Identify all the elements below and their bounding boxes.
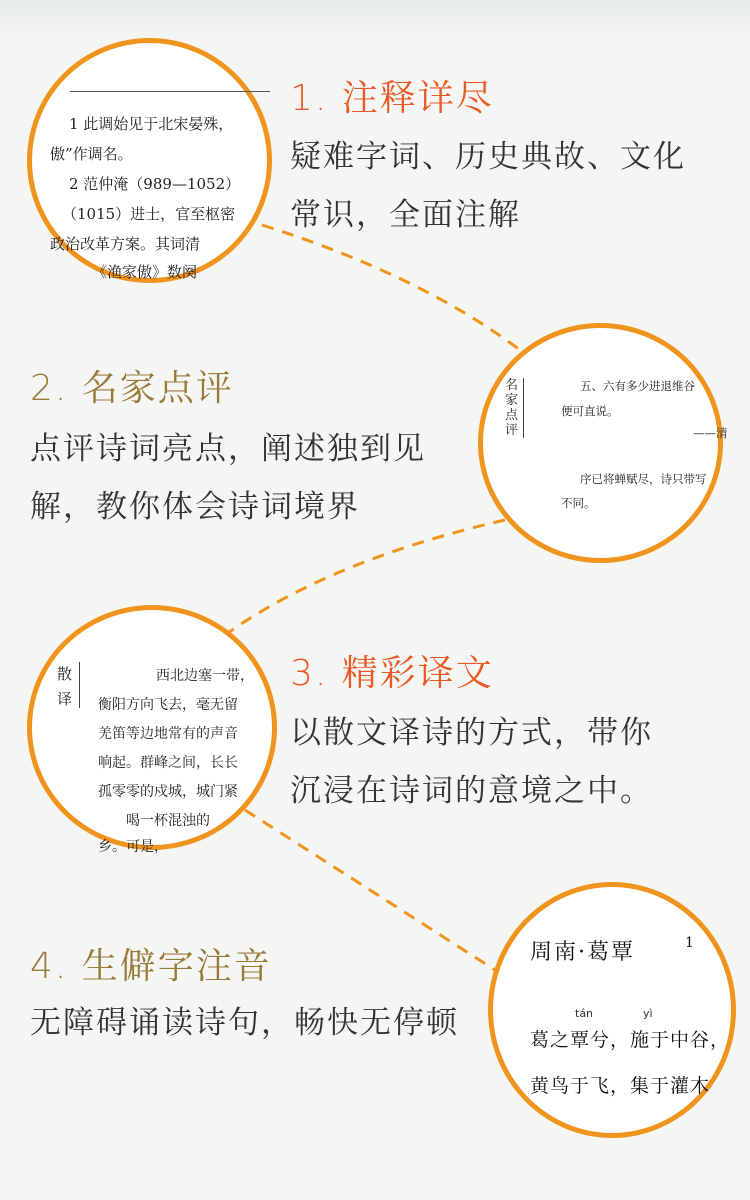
excerpt-line: 政治改革方案。其词清 [50,235,201,253]
excerpt-line: 不同。 [561,496,596,510]
pinyin-sample-circle [488,882,736,1138]
pinyin-annotation: yì [643,1007,653,1020]
translation-sample-circle [27,605,277,855]
section-label-rule [79,662,80,708]
top-watercolor-wash [0,0,750,40]
connector-3-4 [245,810,495,970]
excerpt-line: ——清 [693,426,728,440]
poem-line: 葛之覃兮，施于中谷， [530,1029,731,1051]
excerpt-line: 序已将蝉赋尽，诗只带写 [580,472,707,486]
section-label-vertical: 名家点评 [505,378,519,438]
excerpt-line: 1 此调始见于北宋晏殊， [69,115,234,133]
footnote-rule [70,91,270,92]
feature-description-line: 疑难字词、历史典故、文化 [290,139,686,175]
commentary-sample-circle [478,323,728,563]
excerpt-line: 孤零零的戍城，城门紧 [98,784,238,800]
excerpt-line: （1015）进士，官至枢密 [62,205,236,223]
section-label-vertical: 散译 [57,665,73,708]
poem-title: 周南·葛覃 [530,940,635,965]
excerpt-line: 响起。群峰之间，长长 [98,755,238,771]
poem-footnote-marker: 1 [685,935,694,951]
feature-description-line: 常识，全面注解 [290,197,521,233]
feature-description-line: 点评诗词亮点，阐述独到见 [30,431,426,467]
section-label-rule [523,378,524,438]
excerpt-line: 便可直说。 [561,404,619,418]
excerpt-line: 喝一杯混浊的 [126,813,210,829]
excerpt-line: 五、六有多少进退维谷 [580,379,695,393]
connector-2-3 [225,520,505,635]
feature-description-line: 无障碍诵读诗句，畅快无停顿 [30,1005,459,1041]
feature-title: 2. 名家点评 [30,368,234,409]
feature-title: 3. 精彩译文 [290,653,494,694]
feature-description-line: 沉浸在诗词的意境之中。 [290,773,653,809]
feature-title: 4. 生僻字注音 [30,946,272,987]
feature-title: 1. 注释详尽 [290,78,494,119]
poem-line: 黄鸟于飞，集于灌木 [530,1075,711,1097]
excerpt-line: 西北边塞一带， [156,668,254,684]
excerpt-line: 衡阳方向飞去，毫无留 [98,697,238,713]
feature-description-line: 解，教你体会诗词境界 [30,489,360,525]
excerpt-line: 羌笛等边地常有的声音 [98,726,238,742]
excerpt-line: 2 范仲淹（989—1052） [69,175,241,193]
pinyin-annotation: tán [575,1007,594,1020]
excerpt-line: 傲”作调名。 [50,145,133,163]
excerpt-line: 《渔家傲》数阕 [92,263,198,281]
feature-description-line: 以散文译诗的方式，带你 [290,715,653,751]
excerpt-line: 乡。可是， [98,839,168,855]
annotation-sample-circle [27,38,272,283]
